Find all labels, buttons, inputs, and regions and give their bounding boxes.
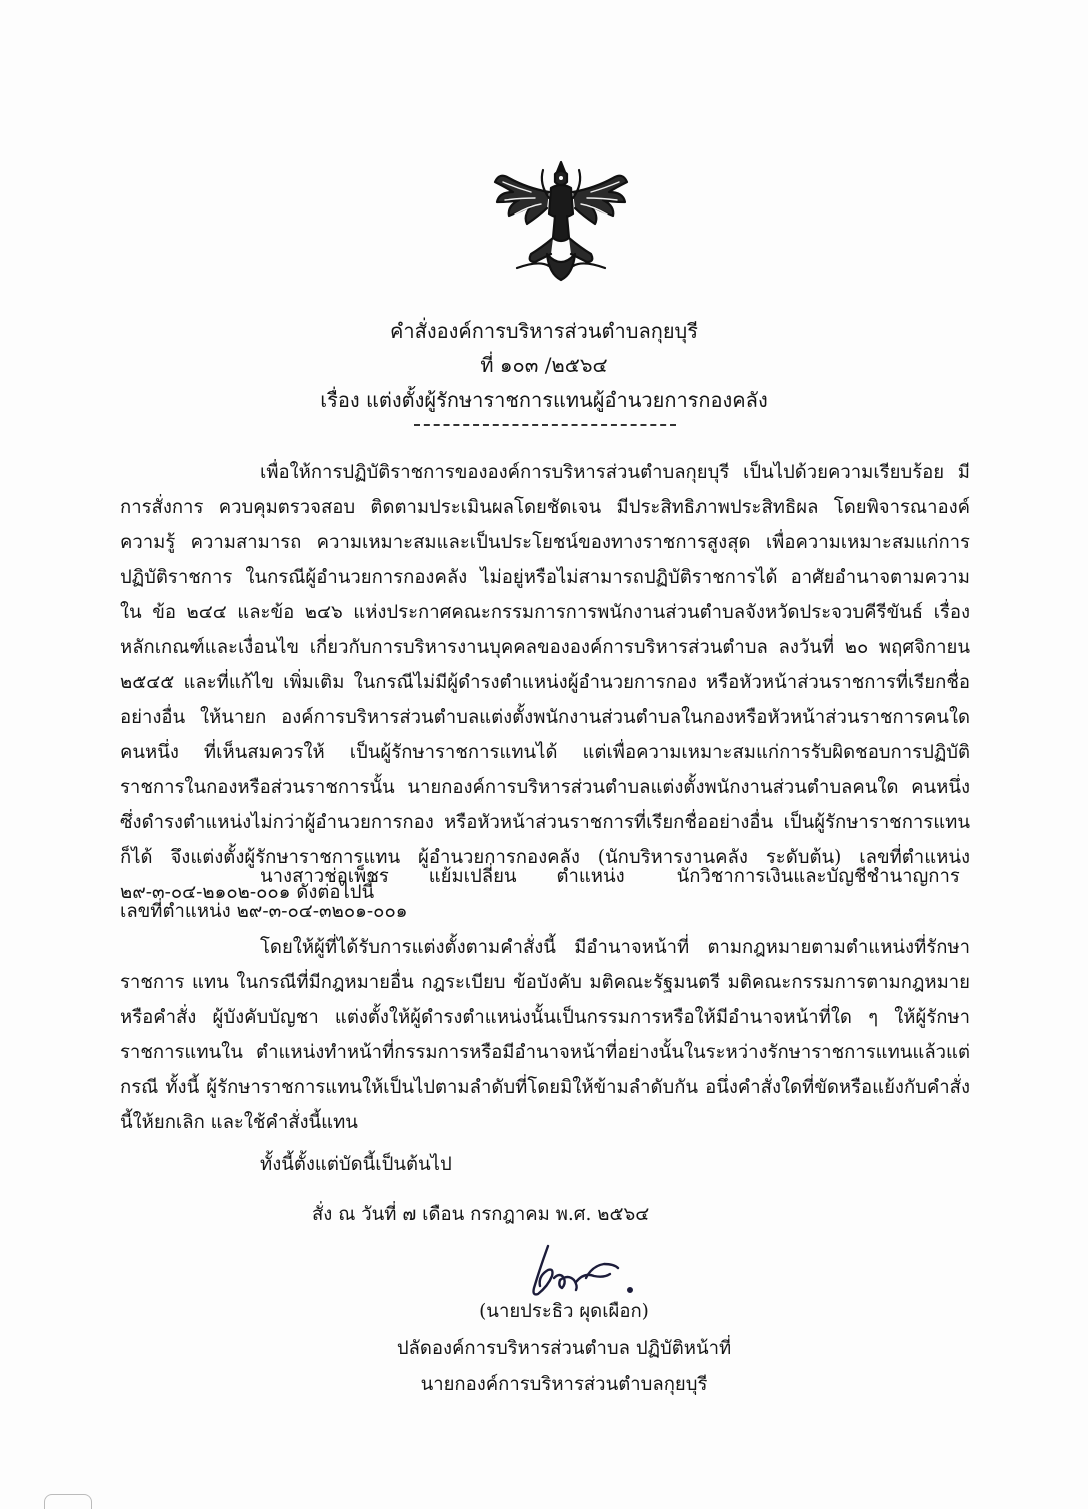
order-title: คำสั่งองค์การบริหารส่วนตำบลกุยบุรี	[390, 319, 698, 343]
effective-date-statement: ทั้งนี้ตั้งแต่บัดนี้เป็นต้นไป	[260, 1154, 452, 1175]
header-divider	[414, 424, 676, 426]
appointee-line	[260, 862, 960, 892]
order-subject: เรื่อง แต่งตั้งผู้รักษาราชการแทนผู้อำนวยการกองคลัง	[320, 388, 768, 412]
order-body-paragraph-2: โดยให้ผู้ที่ได้รับการแต่งตั้งตามคำสั่งนี้ มีอำนาจหน้าที่ ตามกฎหมายตามตำแหน่งที่รักษาราชการ แทน ในกรณีที่มีกฎหมายอื่น กฎระเบียบ ข้อบังคับ มติคณะรัฐมนตรี มติคณะกรรมการตามกฎหมายหรือคำสั่ง ผู้บังคับบัญชา แต่งตั้งให้ผู้ดำรงตำแหน่งนั้นเป็นกรรมการหรือให้มีอำนาจหน้าที่ใด ๆ ให้ผู้รักษาราชการแทนใน ตำแหน่งทำหน้าที่กรรมการหรือมีอำนาจหน้าที่อย่างนั้นในระหว่างรักษาราชการแทนแล้วแต่กรณี ทั้งนี้ ผู้รักษาราชการแทนให้เป็นไปตามลำดับที่โดยมิให้ข้ามลำดับกัน อนึ่งคำสั่งใดที่ขัดหรือแย้งกับคำสั่งนี้ให้ยกเลิก และใช้คำสั่งนี้แทน	[120, 937, 970, 1133]
signer-position-line-2: นายกองค์การบริหารส่วนตำบลกุยบุรี	[420, 1374, 708, 1395]
appointee-position: นักวิชาการเงินและบัญชีชำนาญการ	[676, 866, 960, 887]
order-number: ที่ ๑๐๓ /๒๕๖๔	[480, 353, 608, 377]
appointee-position-number: เลขที่ตำแหน่ง ๒๙-๓-๐๔-๓๒๐๑-๐๐๑	[120, 901, 408, 922]
appointee-name: นางสาวช่อเพ็ชร	[260, 866, 389, 887]
page-corner-mark	[44, 1494, 92, 1509]
ordered-date: สั่ง ณ วันที่ ๗ เดือน กรกฎาคม พ.ศ. ๒๕๖๔	[312, 1204, 650, 1225]
appointee-surname: แย้มเปลี่ยน	[428, 866, 517, 887]
signer-position-line-1: ปลัดองค์การบริหารส่วนตำบล ปฏิบัติหน้าที่	[396, 1338, 732, 1359]
order-body-paragraph-1: เพื่อให้การปฏิบัติราชการขององค์การบริหารส่วนตำบลกุยบุรี เป็นไปด้วยความเรียบร้อย มีการสั่งการ ควบคุมตรวจสอบ ติดตามประเมินผลโดยชัดเจน มีประสิทธิภาพประสิทธิผล โดยพิจารณาองค์ความรู้ ความสามารถ ความเหมาะสมและเป็นประโยชน์ของทางราชการสูงสุด เพื่อความเหมาะสมแก่การปฏิบัติราชการ ในกรณีผู้อำนวยการกองคลัง ไม่อยู่หรือไม่สามารถปฏิบัติราชการได้ อาศัยอำนาจตามความใน ข้อ ๒๔๔ และข้อ ๒๔๖ แห่งประกาศคณะกรรมการการพนักงานส่วนตำบลจังหวัดประจวบคีรีขันธ์ เรื่อง หลักเกณฑ์และเงื่อนไข เกี่ยวกับการบริหารงานบุคคลขององค์การบริหารส่วนตำบล ลงวันที่ ๒๐ พฤศจิกายน ๒๕๔๕ และที่แก้ไข เพิ่มเติม ในกรณีไม่มีผู้ดำรงตำแหน่งผู้อำนวยการกอง หรือหัวหน้าส่วนราชการที่เรียกชื่ออย่างอื่น ให้นายก องค์การบริหารส่วนตำบลแต่งตั้งพนักงานส่วนตำบลในกองหรือหัวหน้าส่วนราชการคนใด คนหนึ่ง ที่เห็นสมควรให้ เป็นผู้รักษาราชการแทนได้ แต่เพื่อความเหมาะสมแก่การรับผิดชอบการปฏิบัติราชการในกองหรือส่วนราชการนั้น นายกองค์การบริหารส่วนตำบลแต่งตั้งพนักงานส่วนตำบลคนใด คนหนึ่งซึ่งดำรงตำแหน่งไม่กว่าผู้อำนวยการกอง หรือหัวหน้าส่วนราชการที่เรียกชื่ออย่างอื่น เป็นผู้รักษาราชการแทนก็ได้ จึงแต่งตั้งผู้รักษาราชการแทน ผู้อำนวยการกองคลัง (นักบริหารงานคลัง ระดับต้น) เลขที่ตำแหน่ง ๒๙-๓-๐๔-๒๑๐๒-๐๐๑ ดังต่อไปนี้	[120, 462, 970, 903]
signer-name: (นายประธิว ผุดเผือก)	[479, 1301, 649, 1322]
garuda-emblem-icon	[487, 158, 635, 286]
handwritten-signature	[518, 1238, 648, 1304]
appointee-position-label: ตำแหน่ง	[556, 866, 625, 887]
